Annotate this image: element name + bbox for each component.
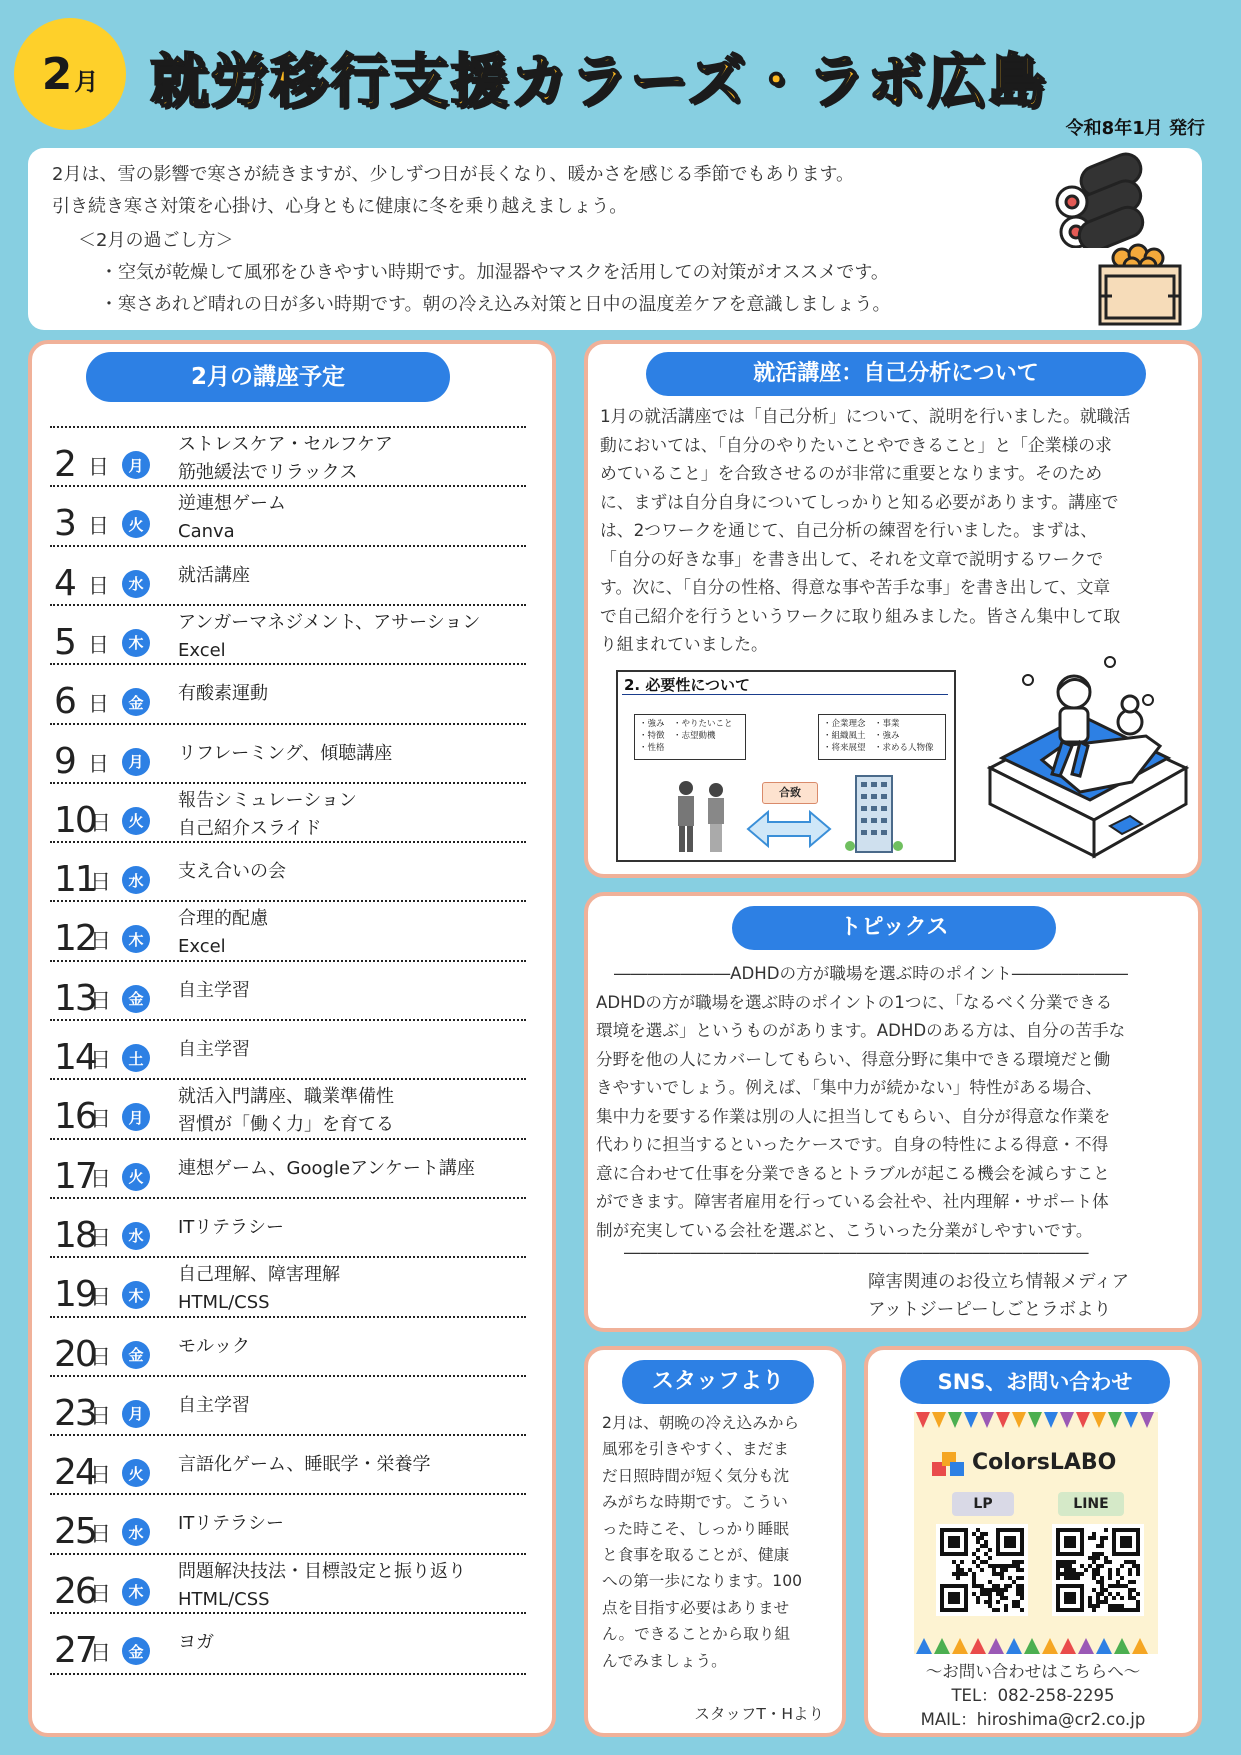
schedule-day-unit: 日 (90, 988, 111, 1013)
lecture-slide-image (616, 670, 956, 862)
job-seekers-illustration (668, 776, 738, 856)
schedule-date: 17 (54, 1155, 96, 1197)
schedule-date: 11 (54, 859, 96, 901)
staff-line: 2月は、朝晩の冷え込みから (602, 1414, 800, 1432)
contact-info (868, 1660, 1198, 1732)
staff-line: んでみましょう。 (602, 1651, 727, 1670)
schedule-date: 16 (54, 1096, 96, 1138)
schedule-event: ITリテラシー (178, 1216, 284, 1238)
staff-message (602, 1410, 802, 1674)
slide-match-label: 合致 (762, 782, 818, 804)
schedule-event-sub: 習慣が「働く力」を育てる (178, 1114, 394, 1136)
schedule-day-unit: 日 (90, 1403, 111, 1428)
schedule-event: ストレスケア・セルフケア (178, 434, 393, 455)
sns-flyer (914, 1412, 1158, 1654)
lecture-line: 動においては、「自分のやりたいことやできること」と「企業様の求 (600, 434, 1112, 455)
schedule-event-sub: HTML/CSS (178, 1588, 270, 1610)
schedule-row (50, 1256, 526, 1317)
weekday-badge: 水 (122, 866, 150, 894)
schedule-event: 合理的配慮 (178, 908, 268, 930)
bunting-icon (914, 1412, 1158, 1436)
person-on-sofa-illustration (982, 650, 1194, 866)
schedule-date: 13 (54, 977, 96, 1019)
schedule-row (50, 545, 526, 606)
staff-line: った時こそ、しっかり睡眠 (602, 1519, 789, 1538)
staff-card (584, 1346, 846, 1737)
lecture-line: めていること」を合致させるのが非常に重要となります。そのため (600, 463, 1103, 483)
schedule-date: 10 (54, 799, 96, 841)
schedule-day-unit: 日 (88, 692, 109, 717)
staff-line: だ日照時間が短く気分も沈 (602, 1466, 790, 1485)
colors-labo-logo-icon (930, 1450, 968, 1480)
schedule-row (50, 426, 526, 487)
schedule-day-unit: 日 (88, 455, 109, 479)
schedule-date: 14 (54, 1037, 96, 1078)
schedule-date: 5 (54, 621, 75, 663)
office-building-icon (844, 772, 904, 856)
lecture-line: は、2つワークを通じて、自己分析の練習を行いました。まずは、 (600, 520, 1097, 540)
weekday-badge: 木 (122, 1578, 150, 1606)
topics-card (584, 892, 1202, 1332)
contact-heading: 〜お問い合わせはこちらへ〜 (925, 1662, 1141, 1681)
topics-heading: トピックス (732, 906, 1056, 950)
schedule-event: ヨガ (178, 1632, 214, 1653)
lecture-card (584, 340, 1202, 878)
schedule-date: 3 (54, 503, 75, 545)
weekday-badge: 金 (122, 1341, 150, 1369)
schedule-event: 連想ゲーム、Googleアンケート講座 (178, 1157, 475, 1179)
schedule-row (50, 782, 526, 843)
intro-line-4: ・空気が乾燥して風邪をひきやすい時期です。加湿器やマスクを活用しての対策がオススメです。 (100, 262, 889, 283)
schedule-row (50, 1375, 526, 1436)
schedule-date: 23 (54, 1392, 96, 1434)
newsletter-title: 就労移行支援カラーズ・ラボ広島 (150, 47, 1048, 115)
month-unit: 月 (74, 67, 99, 96)
schedule-row (50, 1316, 526, 1377)
schedule-row (50, 960, 526, 1021)
schedule-event: リフレーミング、傾聴講座 (178, 742, 393, 764)
schedule-event: 自主学習 (178, 1394, 250, 1416)
slide-title: 2. 必要性について (624, 676, 751, 694)
schedule-day-unit: 日 (88, 573, 109, 598)
weekday-badge: 木 (122, 1281, 150, 1309)
schedule-row (50, 1138, 526, 1199)
month-number: 2 (41, 48, 73, 100)
line-label: LINE (1058, 1492, 1124, 1516)
schedule-row (50, 841, 526, 902)
schedule-day-unit: 日 (90, 1463, 111, 1488)
schedule-event: 逆連想ゲーム (178, 493, 286, 515)
schedule-event: 支え合いの会 (178, 861, 286, 883)
schedule-day-unit: 日 (90, 1641, 111, 1665)
intro-box (28, 148, 1202, 330)
lecture-line: 「自分の好きな事」を書き出して、それを文章で説明するワークで (600, 548, 1104, 569)
schedule-row (50, 604, 526, 665)
line-qr-code-icon[interactable] (1052, 1524, 1144, 1616)
schedule-event-sub: Excel (178, 639, 226, 661)
schedule-event: 自主学習 (178, 1039, 250, 1060)
schedule-event: 言語化ゲーム、睡眠学・栄養学 (178, 1454, 431, 1476)
lecture-line: に、まずは自分自身についてしっかりと知る必要があります。講座で (600, 491, 1119, 512)
month-badge (14, 18, 126, 130)
slide-right-item: ・企業理念 ・事業 (823, 719, 900, 729)
schedule-event-sub: Canva (178, 521, 235, 543)
schedule-day-unit: 日 (90, 1581, 111, 1606)
schedule-row (50, 723, 526, 784)
topics-line: 制が充実している会社を選ぶと、こういった分業がしやすいです。 (596, 1220, 1093, 1240)
schedule-date: 6 (54, 681, 75, 723)
schedule-event: モルック (178, 1335, 250, 1357)
schedule-date: 26 (54, 1570, 96, 1612)
schedule-day-unit: 日 (90, 1344, 111, 1369)
weekday-badge: 火 (122, 1163, 150, 1191)
lp-label: LP (952, 1492, 1014, 1516)
schedule-event: 自主学習 (178, 979, 250, 1001)
weekday-badge: 木 (122, 925, 150, 953)
schedule-day-unit: 日 (90, 1166, 111, 1191)
intro-line-5: ・寒さあれど晴れの日が多い時期です。朝の冷え込み対策と日中の温度差ケアを意識しましょう。 (100, 294, 891, 315)
slide-right-bubble (818, 714, 946, 760)
topics-body (596, 960, 1200, 1261)
weekday-badge: 金 (122, 1637, 150, 1665)
weekday-badge: 水 (122, 1222, 150, 1250)
schedule-date: 4 (54, 562, 75, 604)
staff-signature: スタッフT・Hより (694, 1705, 824, 1723)
schedule-date: 25 (54, 1511, 96, 1553)
topics-line: きやすいでしょう。例えば、「集中力が続かない」特性がある場合、 (596, 1078, 1103, 1097)
schedule-date: 24 (54, 1452, 96, 1494)
schedule-row (50, 1197, 526, 1258)
schedule-event-sub: HTML/CSS (178, 1292, 270, 1314)
intro-line-2: 引き続き寒さ対策を心掛け、心身ともに健康に冬を乗り越えましょう。 (52, 196, 628, 217)
topics-line: 環境を選ぶ」というものがあります。ADHDのある方は、自分の苦手な (596, 1021, 1126, 1040)
weekday-badge: 月 (122, 748, 150, 776)
staff-line: 風邪を引きやすく、まだま (602, 1440, 789, 1459)
staff-line: みがちな時期です。こうい (602, 1493, 788, 1512)
schedule-day-unit: 日 (90, 1522, 111, 1547)
schedule-row (50, 1493, 526, 1554)
schedule-day-unit: 日 (88, 751, 109, 776)
setsubun-beans-icon (1092, 236, 1188, 328)
topics-subheading: ―――――――ADHDの方が職場を選ぶ時のポイント――――――― (614, 964, 1129, 983)
lecture-line: 1月の就活講座では「自己分析」について、説明を行いました。就職活 (600, 406, 1131, 426)
schedule-row (50, 1019, 526, 1080)
weekday-badge: 水 (122, 570, 150, 598)
contact-tel[interactable]: TEL：082-258-2295 (951, 1686, 1115, 1705)
schedule-event: 自己理解、障害理解 (178, 1264, 340, 1286)
weekday-badge: 火 (122, 1459, 150, 1487)
staff-line: への第一歩になります。100 (602, 1572, 803, 1591)
slide-rule (622, 694, 948, 695)
schedule-row (50, 1612, 526, 1675)
weekday-badge: 月 (122, 1400, 150, 1428)
schedule-day-unit: 日 (90, 1048, 111, 1072)
schedule-row (50, 663, 526, 724)
sns-card (864, 1346, 1202, 1737)
staff-heading: スタッフより (622, 1360, 814, 1404)
schedule-row (50, 1078, 526, 1139)
weekday-badge: 木 (122, 629, 150, 657)
slide-right-item: ・将来展望 ・求める人物像 (823, 743, 934, 753)
weekday-badge: 金 (122, 985, 150, 1013)
schedule-day-unit: 日 (90, 1285, 111, 1310)
schedule-event: 有酸素運動 (178, 683, 268, 705)
lecture-body (600, 402, 1200, 659)
topics-source (868, 1268, 1129, 1324)
schedule-day-unit: 日 (88, 632, 109, 657)
schedule-event-sub: Excel (178, 936, 226, 958)
schedule-event-sub: 自己紹介スライド (178, 817, 322, 839)
lecture-line: り組まれていました。 (600, 634, 768, 654)
staff-line: 点を目指す必要はありませ (602, 1598, 790, 1617)
schedule-card (28, 340, 556, 1737)
schedule-row (50, 1553, 526, 1614)
schedule-row (50, 1434, 526, 1495)
weekday-badge: 水 (122, 1518, 150, 1546)
schedule-event: 就活講座 (178, 564, 250, 586)
topics-line: 集中力を要する作業は別の人に担当してもらい、自分が得意な作業を (596, 1106, 1111, 1126)
lp-qr-code-icon[interactable] (936, 1524, 1028, 1616)
schedule-row (50, 900, 526, 961)
topics-divider: ―――――――――――――――――――――――――――― (624, 1243, 1089, 1262)
topics-line: 代わりに担当するといったケースです。自身の特性による得意・不得 (596, 1135, 1109, 1154)
schedule-date: 20 (54, 1333, 96, 1375)
weekday-badge: 火 (122, 510, 150, 538)
slide-left-item: ・強み ・やりたいこと (639, 719, 733, 729)
topics-source-line: アットジーピーしごとラボより (868, 1300, 1112, 1320)
schedule-date: 2 (54, 444, 75, 485)
weekday-badge: 火 (122, 807, 150, 835)
slide-left-item: ・特徴 ・志望動機 (639, 731, 716, 741)
brand-name: ColorsLABO (972, 1450, 1117, 1475)
schedule-event: 問題解決技法・目標設定と振り返り (178, 1560, 466, 1582)
schedule-date: 12 (54, 918, 96, 960)
schedule-day-unit: 日 (90, 870, 111, 895)
topics-line: ができます。障害者雇用を行っている会社や、社内理解・サポート体 (596, 1192, 1109, 1211)
slide-right-item: ・組織風土 ・強み (823, 731, 900, 741)
lecture-line: で自己紹介を行うというワークに取り組みました。皆さん集中して取 (600, 605, 1121, 626)
intro-line-1: 2月は、雪の影響で寒さが続きますが、少しずつ日が長くなり、暖かさを感じる季節でもあります。 (52, 164, 855, 185)
schedule-date: 9 (54, 740, 75, 782)
schedule-event: ITリテラシー (178, 1513, 284, 1535)
weekday-badge: 土 (122, 1044, 150, 1072)
schedule-event: 就活入門講座、職業準備性 (178, 1086, 394, 1108)
slide-left-item: ・性格 (639, 743, 665, 753)
topics-line: 意に合わせて仕事を分業できるとトラブルが起こる機会を減らすこと (596, 1163, 1110, 1183)
schedule-day-unit: 日 (90, 1107, 111, 1132)
bottom-bunting-icon (914, 1634, 1158, 1654)
contact-mail[interactable]: MAIL：hiroshima@cr2.co.jp (920, 1710, 1146, 1729)
topics-line: 分野を他の人にカバーしてもらい、得意分野に集中できる環境だと働 (596, 1049, 1111, 1069)
staff-line: と食事を取ることが、健康 (602, 1546, 790, 1565)
schedule-event: アンガーマネジメント、アサーション (178, 611, 481, 633)
staff-line: ん。できることから取り組 (602, 1625, 791, 1644)
schedule-day-unit: 日 (90, 929, 111, 954)
schedule-heading: 2月の講座予定 (86, 352, 450, 402)
intro-line-3: ＜2月の過ごし方＞ (78, 230, 234, 251)
schedule-day-unit: 日 (90, 1225, 111, 1250)
schedule-day-unit: 日 (90, 810, 111, 835)
schedule-row (50, 485, 526, 546)
schedule-date: 27 (54, 1630, 96, 1671)
schedule-event: 報告シミュレーション (178, 789, 357, 811)
topics-source-line: 障害関連のお役立ち情報メディア (868, 1272, 1130, 1292)
topics-line: ADHDの方が職場を選ぶ時のポイントの1つに、「なるべく分業できる (596, 992, 1113, 1012)
schedule-date: 19 (54, 1274, 96, 1316)
lecture-line: す。次に、「自分の性格、得意な事や苦手な事」を書き出して、文章 (600, 577, 1111, 597)
lecture-heading: 就活講座：自己分析について (646, 352, 1146, 396)
double-arrow-icon (746, 808, 832, 850)
weekday-badge: 金 (122, 688, 150, 716)
slide-left-bubble (634, 714, 746, 760)
issue-date: 令和8年1月 発行 (1065, 118, 1205, 139)
schedule-event-sub: 筋弛緩法でリラックス (178, 462, 358, 483)
sns-heading: SNS、お問い合わせ (900, 1360, 1170, 1404)
schedule-date: 18 (54, 1214, 96, 1256)
schedule-day-unit: 日 (88, 514, 109, 539)
weekday-badge: 月 (122, 1103, 150, 1131)
weekday-badge: 月 (122, 451, 150, 479)
ehomaki-icon (1052, 148, 1162, 248)
